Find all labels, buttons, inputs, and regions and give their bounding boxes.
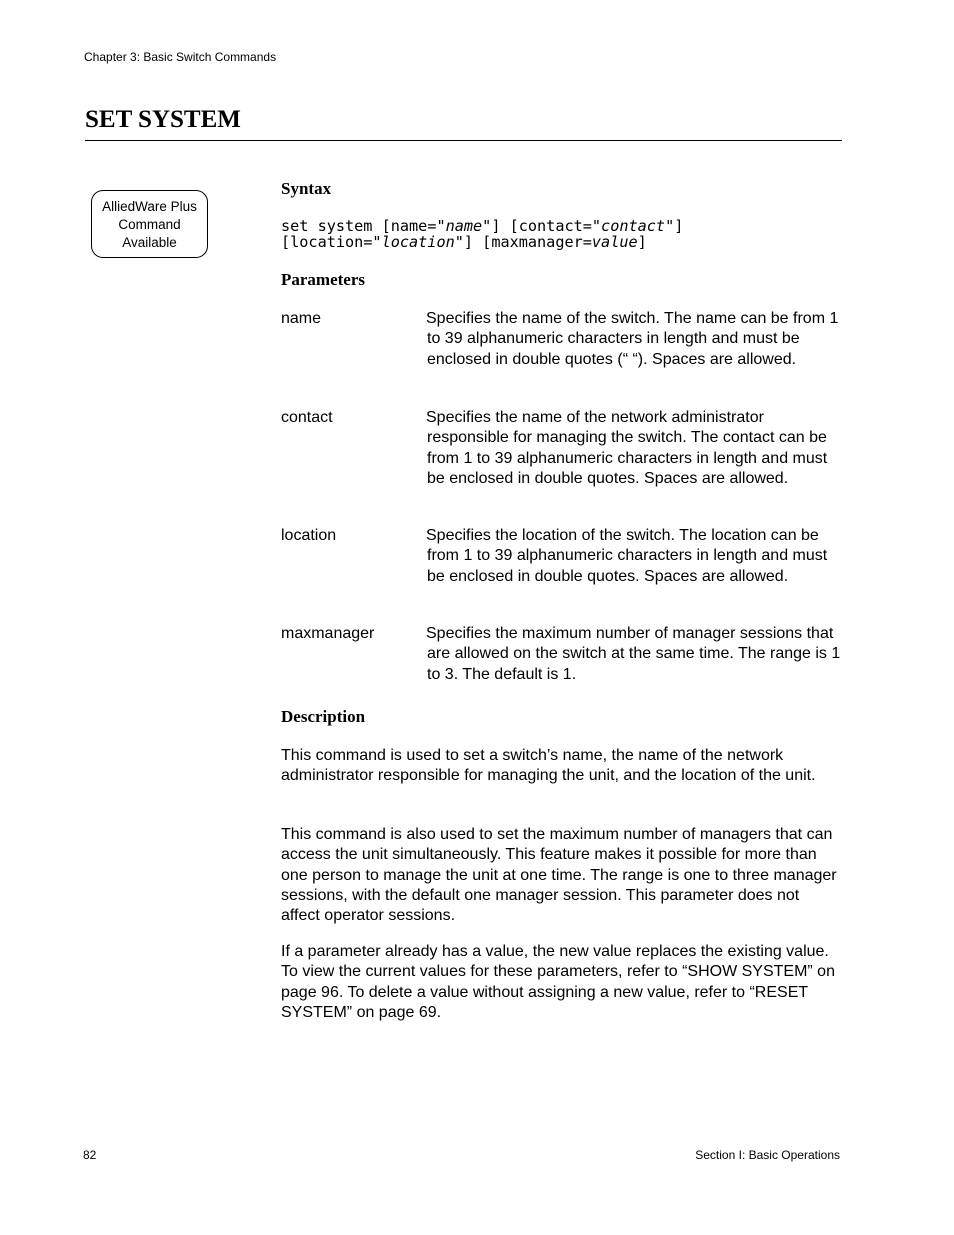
- badge-line-2: Command: [118, 217, 181, 232]
- param-description: Specifies the location of the switch. The location can be from 1 to 39 alphanumeric characters in length and must be enclosed in double quotes. Spaces are allowed.: [426, 527, 828, 585]
- page-title: SET SYSTEM: [85, 106, 241, 133]
- param-name: maxmanager: [281, 625, 375, 642]
- parameters-heading: Parameters: [281, 270, 366, 289]
- description-paragraph: This command is also used to set the maximum number of managers that can access the unit simultaneously. This feature makes it possible for more than one person to manage the unit at one time. The range is one to three manager sessions, with the default one manager session. This parameter does not affect operator sessions.: [281, 826, 837, 925]
- syntax-text: ]: [637, 233, 647, 251]
- syntax-heading: Syntax: [281, 179, 332, 198]
- alliedware-plus-badge: [91, 190, 208, 258]
- syntax-text: "] [contact=": [482, 217, 602, 235]
- footer-section: Section I: Basic Operations: [695, 1148, 840, 1162]
- param-name: contact: [281, 409, 333, 426]
- title-rule: [85, 140, 842, 141]
- description-paragraph: If a parameter already has a value, the new value replaces the existing value. To view the current values for these parameters, refer to “SHOW SYSTEM” on page 96. To delete a value without assigning a new value, refer to “RESET SYSTEM” on page 69.: [281, 943, 835, 1021]
- syntax-text: "]: [665, 217, 684, 235]
- badge-line-3: Available: [122, 235, 177, 250]
- syntax-text: set system [name=": [281, 217, 446, 235]
- param-name: location: [281, 527, 337, 544]
- param-description: Specifies the maximum number of manager sessions that are allowed on the switch at the same time. The range is 1 to 3. The default is 1.: [426, 625, 841, 683]
- description-paragraph: This command is used to set a switch’s name, the name of the network administrator responsible for managing the unit, and the location of the unit.: [281, 747, 816, 785]
- syntax-text: [location=": [281, 233, 382, 251]
- syntax-placeholder-contact: contact: [601, 217, 666, 235]
- param-description: Specifies the name of the switch. The name can be from 1 to 39 alphanumeric characters in length and must be enclosed in double quotes (“ “). Spaces are allowed.: [426, 310, 839, 368]
- syntax-code: [281, 218, 683, 250]
- syntax-text: "] [maxmanager=: [454, 233, 592, 251]
- page-number: 82: [83, 1148, 97, 1162]
- syntax-placeholder-location: location: [381, 233, 455, 251]
- param-description: Specifies the name of the network administrator responsible for managing the switch. The contact can be from 1 to 39 alphanumeric characters in length and must be enclosed in double quotes. Spaces are allowed.: [426, 409, 828, 487]
- badge-line-1: AlliedWare Plus: [102, 199, 197, 214]
- running-header: Chapter 3: Basic Switch Commands: [84, 50, 277, 64]
- syntax-placeholder-name: name: [445, 217, 483, 235]
- syntax-placeholder-value: value: [591, 233, 638, 251]
- description-heading: Description: [281, 707, 366, 726]
- param-name: name: [281, 310, 322, 327]
